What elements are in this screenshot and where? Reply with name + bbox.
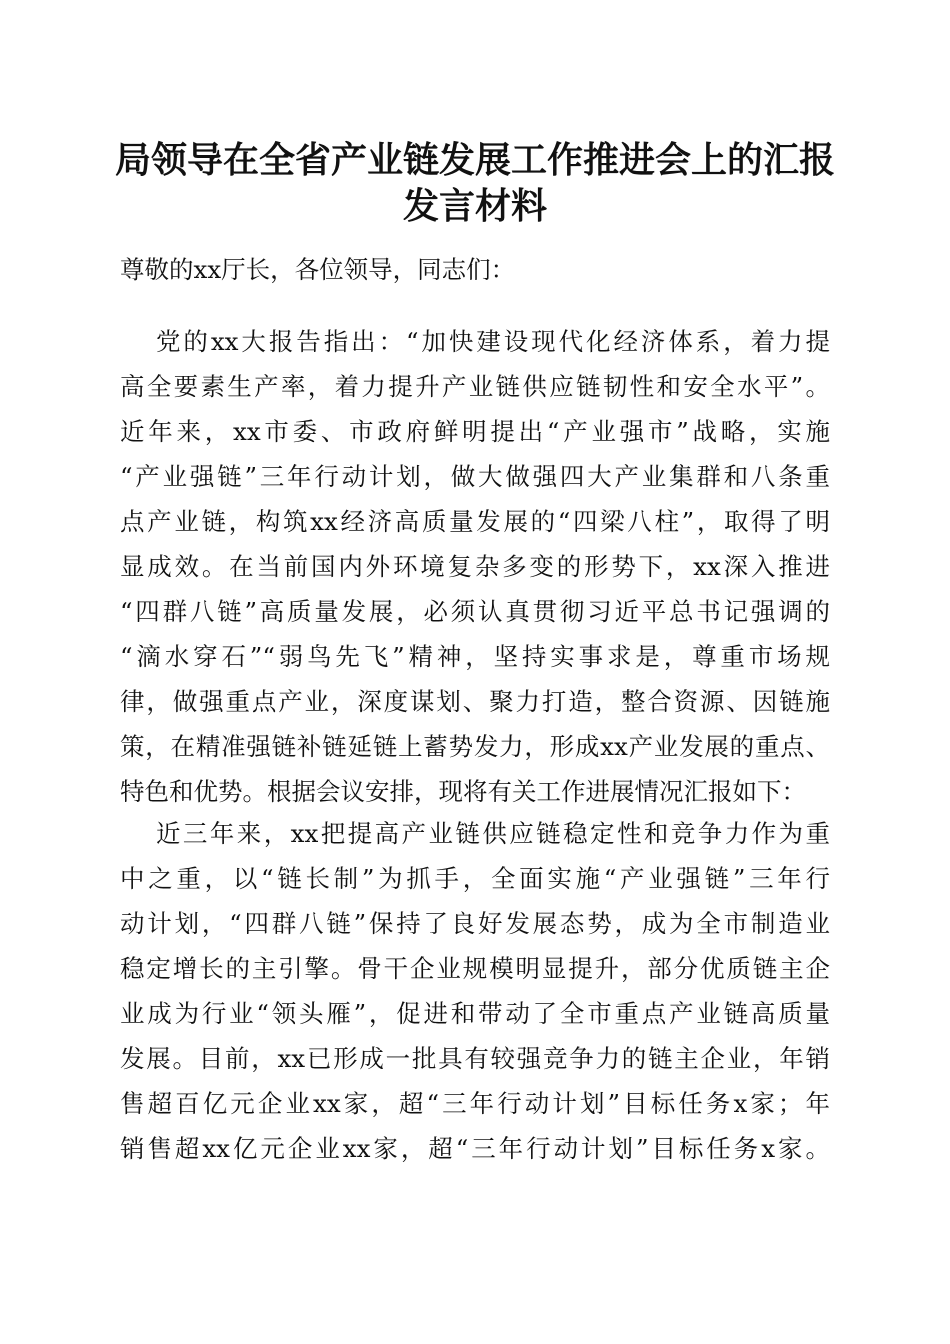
paragraph-line: 显成效。在当前国内外环境复杂多变的形势下，xx深入推进 <box>120 552 830 581</box>
paragraph-line: 高全要素生产率，着力提升产业链供应链韧性和安全水平”。 <box>120 372 830 401</box>
paragraph-line: 稳定增长的主引擎。骨干企业规模明显提升，部分优质链主企 <box>120 954 830 983</box>
paragraph-line: 动计划，“四群八链”保持了良好发展态势，成为全市制造业 <box>120 909 830 938</box>
paragraph-line: “产业强链”三年行动计划，做大做强四大产业集群和八条重 <box>120 462 830 491</box>
document-title-line-2: 发言材料 <box>402 185 547 227</box>
paragraph-line: 近三年来，xx把提高产业链供应链稳定性和竞争力作为重 <box>156 819 830 848</box>
paragraph-line: 特色和优势。根据会议安排，现将有关工作进展情况汇报如下： <box>120 777 806 806</box>
paragraph-line: “四群八链”高质量发展，必须认真贯彻习近平总书记强调的 <box>120 597 830 626</box>
paragraph-line: 律，做强重点产业，深度谋划、聚力打造，整合资源、因链施 <box>120 687 830 716</box>
paragraph-line: 售超百亿元企业xx家，超“三年行动计划”目标任务x家；年 <box>120 1089 830 1118</box>
salutation: 尊敬的xx厅长，各位领导，同志们： <box>120 255 516 284</box>
paragraph-line: 中之重，以“链长制”为抓手，全面实施“产业强链”三年行 <box>120 864 830 893</box>
paragraph-line: 发展。目前，xx已形成一批具有较强竞争力的链主企业，年销 <box>120 1044 830 1073</box>
paragraph-line: 业成为行业“领头雁”，促进和带动了全市重点产业链高质量 <box>120 999 830 1028</box>
paragraph-line: 点产业链，构筑xx经济高质量发展的“四梁八柱”，取得了明 <box>120 507 830 536</box>
paragraph-line: “滴水穿石”“弱鸟先飞”精神，坚持实事求是，尊重市场规 <box>120 642 830 671</box>
paragraph-line: 近年来，xx市委、市政府鲜明提出“产业强市”战略，实施 <box>120 417 830 446</box>
document-title-line-1: 局领导在全省产业链发展工作推进会上的汇报 <box>114 139 835 181</box>
paragraph-line: 销售超xx亿元企业xx家，超“三年行动计划”目标任务x家。 <box>120 1134 830 1163</box>
paragraph-line: 策，在精准强链补链延链上蓄势发力，形成xx产业发展的重点、 <box>120 732 830 761</box>
paragraph-line: 党的xx大报告指出：“加快建设现代化经济体系，着力提 <box>156 327 830 356</box>
